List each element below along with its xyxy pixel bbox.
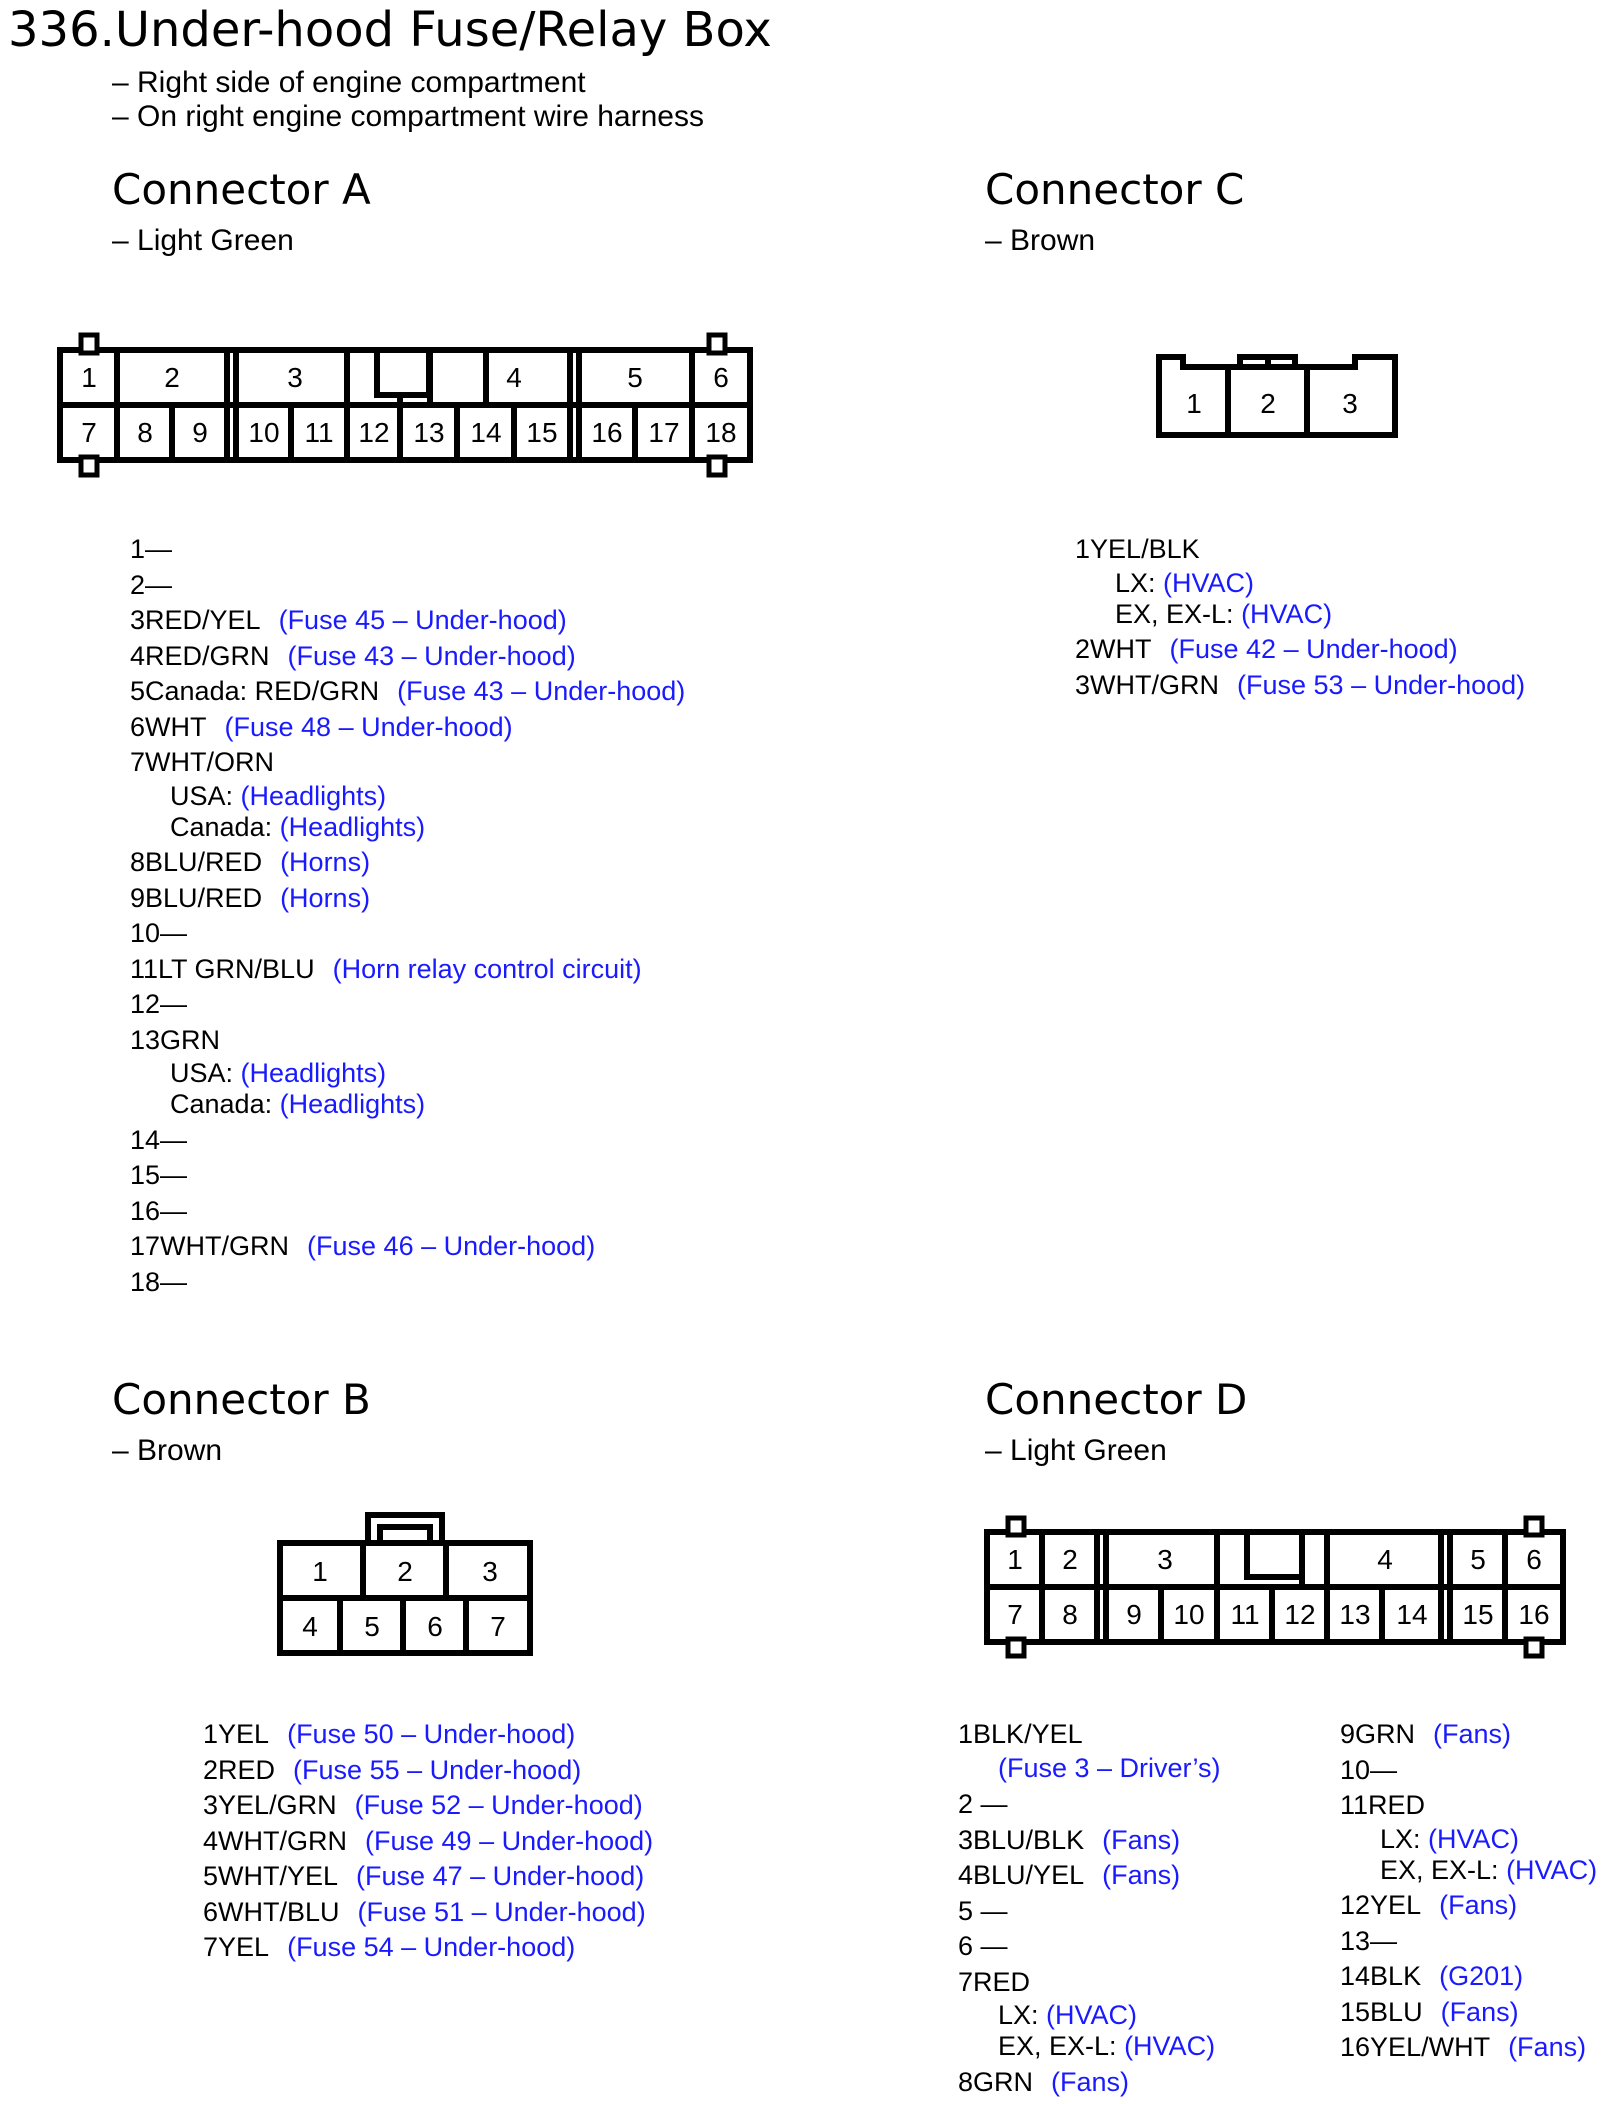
pin-wire-color: BLK [1370, 1961, 1422, 1991]
pin-row [1340, 1753, 1597, 1789]
pin-row [203, 1824, 653, 1860]
pin-circuit-link[interactable]: (Headlights) [279, 811, 426, 842]
pin-wire-color: RED [973, 1966, 1031, 1997]
connector-b-color: – Brown [112, 1434, 223, 1467]
pin-row [1075, 632, 1525, 668]
cavity-label: 18 [705, 417, 737, 448]
pin-wire-color: RED [1368, 1790, 1426, 1820]
connector-c-color: – Brown [985, 224, 1096, 257]
connector-c-title: Connector C [985, 165, 1245, 214]
pin-wire-color: YEL/BLK [1090, 534, 1200, 564]
pin-variant-line [130, 812, 685, 843]
pin-number: 11 [130, 953, 159, 984]
pin-circuit-link[interactable]: (Horns) [280, 882, 371, 913]
variant-label: USA: [170, 780, 234, 811]
cavity-label: 14 [1396, 1599, 1428, 1630]
pin-wire-color: WHT [1090, 634, 1152, 664]
pin-wire-color: YEL/GRN [218, 1790, 337, 1820]
pin-number: 2 [130, 569, 146, 600]
pin-row [1075, 668, 1525, 704]
cavity-label: 5 [1470, 1544, 1486, 1575]
pin-circuit-link[interactable]: (Fans) [1439, 1890, 1518, 1920]
pin-variant-line [958, 2000, 1221, 2031]
pin-row [1340, 1995, 1597, 2031]
pin-number: 3 [958, 1824, 974, 1855]
connector-c-diagram [1150, 345, 1410, 450]
pin-number: 7 [958, 1966, 974, 1997]
pin-circuit-link[interactable]: (Fuse 43 – Under-hood) [397, 676, 686, 706]
connector-b-title: Connector B [112, 1375, 371, 1424]
connector-a-color: – Light Green [112, 224, 294, 257]
pin-circuit-link[interactable]: (HVAC) [1163, 567, 1255, 598]
pin-number: 6 [130, 711, 146, 742]
pin-wire-color: YEL [218, 1932, 270, 1962]
pin-row [130, 603, 685, 639]
pin-wire-color: WHT/ORN [145, 747, 275, 777]
pin-variant-line [1340, 1824, 1597, 1855]
pin-number: 4 [203, 1825, 219, 1856]
cavity-label: 6 [713, 362, 729, 393]
cavity-label: 7 [490, 1611, 506, 1642]
variant-label: EX, EX-L: [1115, 598, 1234, 629]
pin-wire-color: GRN [973, 2066, 1034, 2097]
variant-label: USA: [170, 1058, 234, 1088]
connector-a-diagram [50, 325, 760, 490]
pin-wire-color: — [1370, 1925, 1398, 1956]
connector-d-pin-list-left [958, 1717, 1221, 2100]
pin-wire-color: — [1370, 1754, 1398, 1785]
pin-wire-color: YEL [218, 1719, 270, 1749]
pin-row [958, 1717, 1221, 1787]
pin-row [130, 568, 685, 604]
pin-circuit-link[interactable]: (Fuse 54 – Under-hood) [287, 1932, 576, 1962]
variant-label: EX, EX-L: [1380, 1854, 1499, 1885]
cavity-label: 11 [1230, 1599, 1260, 1630]
cavity-label: 4 [1377, 1544, 1393, 1575]
pin-row [130, 1023, 685, 1123]
connector-b-pin-list [203, 1717, 653, 1966]
pin-circuit-link[interactable]: (Fans) [1102, 1860, 1181, 1890]
pin-wire-color: Canada: RED/GRN [145, 676, 380, 706]
cavity-label: 13 [413, 417, 445, 448]
pin-number: 9 [130, 882, 146, 913]
pin-number: 13 [130, 1024, 161, 1055]
pin-circuit-link[interactable]: (Fuse 51 – Under-hood) [357, 1896, 646, 1927]
pin-number: 9 [1340, 1719, 1356, 1749]
pin-number: 14 [1340, 1961, 1371, 1991]
pin-row [130, 674, 685, 710]
location-line-2: – On right engine compartment wire harness [112, 100, 704, 133]
connector-d-title: Connector D [985, 1375, 1248, 1424]
pin-number: 2 [1075, 634, 1091, 664]
cavity-label: 10 [1173, 1599, 1205, 1630]
cavity-label: 15 [1462, 1599, 1494, 1630]
cavity-label: 4 [506, 362, 522, 393]
pin-row [130, 845, 685, 881]
pin-wire-color: RED/YEL [145, 605, 261, 635]
pin-wire-color: WHT/BLU [218, 1896, 340, 1927]
pin-row [130, 710, 685, 746]
pin-number: 12 [1340, 1890, 1371, 1920]
pin-circuit-link[interactable]: (HVAC) [1241, 598, 1333, 629]
cavity-label: 12 [358, 417, 390, 448]
pin-wire-color: BLU/RED [145, 847, 263, 877]
pin-row [203, 1930, 653, 1966]
pin-number: 4 [958, 1860, 974, 1890]
cavity-label: 16 [591, 417, 623, 448]
pin-row [130, 639, 685, 675]
cavity-label: 2 [1260, 388, 1276, 419]
pin-circuit-link[interactable]: (Horns) [280, 847, 371, 877]
pin-row [1340, 2030, 1597, 2066]
cavity-label: 3 [1157, 1544, 1173, 1575]
pin-wire-color: — [145, 534, 173, 564]
cavity-label: 9 [1126, 1599, 1142, 1630]
pin-circuit-link[interactable]: (Fuse 53 – Under-hood) [1237, 669, 1526, 700]
pin-number: 16 [130, 1195, 161, 1226]
cavity-label: 4 [302, 1611, 318, 1642]
cavity-label: 1 [1186, 388, 1202, 419]
pin-variant-line [130, 1058, 685, 1089]
pin-wire-color: — [160, 918, 188, 948]
cavity-label: 2 [164, 362, 180, 393]
pin-row [1340, 1717, 1597, 1753]
pin-number: 4 [130, 640, 146, 671]
pin-wire-color: RED/GRN [145, 640, 270, 671]
pin-number: 1 [130, 534, 146, 564]
pin-wire-color: BLU [1370, 1996, 1423, 2027]
pin-wire-color: LT GRN/BLU [158, 953, 315, 984]
pin-row [1340, 1788, 1597, 1888]
pin-number: 14 [130, 1124, 161, 1155]
page-title: 336.Under-hood Fuse/Relay Box [8, 2, 772, 58]
pin-wire-color: BLK/YEL [973, 1719, 1083, 1749]
pin-wire-color: BLU/YEL [973, 1860, 1085, 1890]
pin-circuit-link[interactable]: (Fuse 45 – Under-hood) [278, 605, 567, 635]
cavity-label: 14 [470, 417, 502, 448]
pin-variant-line [130, 1089, 685, 1120]
pin-wire-color: BLU/BLK [973, 1824, 1085, 1855]
pin-circuit-link[interactable]: (Fuse 3 – Driver’s) [998, 1752, 1221, 1783]
cavity-label: 13 [1339, 1599, 1371, 1630]
pin-number: 12 [130, 989, 161, 1019]
location-line-1: – Right side of engine compartment [112, 66, 586, 99]
connector-d-pin-list-right [1340, 1717, 1597, 2066]
pin-circuit-link[interactable]: (Fuse 42 – Under-hood) [1169, 634, 1458, 664]
pin-circuit-link[interactable]: (G201) [1439, 1961, 1524, 1991]
connector-d-diagram [975, 1510, 1575, 1675]
cavity-label: 1 [1007, 1544, 1023, 1575]
pin-circuit-link[interactable]: (Fans) [1440, 1996, 1519, 2027]
cavity-label: 1 [81, 362, 97, 393]
pin-wire-color: YEL/WHT [1370, 2032, 1491, 2062]
pin-number: 6 [203, 1896, 219, 1927]
cavity-label: 10 [248, 417, 280, 448]
pin-wire-color: — [973, 1895, 1008, 1926]
pin-circuit-link[interactable]: (HVAC) [1506, 1854, 1598, 1885]
pin-row [1340, 1924, 1597, 1960]
pin-number: 1 [203, 1719, 219, 1749]
cavity-label: 17 [648, 417, 680, 448]
pin-circuit-link[interactable]: (Fuse 43 – Under-hood) [287, 640, 576, 671]
pin-row [130, 1194, 685, 1230]
pin-number: 10 [130, 918, 161, 948]
pin-number: 2 [203, 1754, 219, 1785]
pin-circuit-link[interactable]: (Headlights) [279, 1089, 426, 1119]
pin-circuit-link[interactable]: (Fuse 48 – Under-hood) [224, 711, 513, 742]
pin-number: 17 [130, 1231, 161, 1261]
pin-number: 8 [130, 847, 146, 877]
pin-row [130, 1229, 685, 1265]
pin-variant-line [130, 781, 685, 812]
cavity-label: 1 [312, 1556, 328, 1587]
pin-row [130, 1123, 685, 1159]
variant-label: Canada: [170, 1089, 273, 1119]
pin-circuit-link[interactable]: (Fuse 49 – Under-hood) [365, 1825, 654, 1856]
pin-row [130, 1158, 685, 1194]
pin-variant-line [958, 2031, 1221, 2062]
pin-row [958, 1787, 1221, 1823]
pin-wire-color: WHT/YEL [218, 1861, 339, 1891]
pin-circuit-link[interactable]: (Fuse 52 – Under-hood) [354, 1790, 643, 1820]
connector-c-pin-list [1075, 532, 1525, 703]
cavity-label: 16 [1518, 1599, 1550, 1630]
pin-circuit-link[interactable]: (Fuse 46 – Under-hood) [307, 1231, 596, 1261]
pin-variant-line [1075, 568, 1525, 599]
pin-wire-color: — [160, 1160, 188, 1190]
pin-number: 7 [130, 747, 146, 777]
pin-row [958, 1858, 1221, 1894]
pin-number: 16 [1340, 2032, 1371, 2062]
cavity-label: 15 [526, 417, 558, 448]
pin-row [130, 881, 685, 917]
pin-row [130, 745, 685, 845]
pin-circuit-link[interactable]: (HVAC) [1046, 2000, 1138, 2030]
pin-circuit-link[interactable]: (Fuse 55 – Under-hood) [293, 1754, 582, 1785]
pin-circuit-link[interactable]: (Fuse 50 – Under-hood) [287, 1719, 576, 1749]
pin-wire-color: WHT/GRN [218, 1825, 348, 1856]
pin-row [1340, 1888, 1597, 1924]
pin-wire-color: WHT [145, 711, 207, 742]
variant-label: Canada: [170, 811, 273, 842]
pin-number: 5 [130, 676, 146, 706]
pin-variant-line [958, 1753, 1221, 1784]
pin-row [130, 952, 685, 988]
pin-circuit-link[interactable]: (Fans) [1433, 1719, 1512, 1749]
pin-number: 10 [1340, 1754, 1371, 1785]
pin-number: 5 [203, 1861, 219, 1891]
pin-wire-color: GRN [1355, 1719, 1416, 1749]
connector-a-title: Connector A [112, 165, 371, 214]
cavity-label: 2 [397, 1556, 413, 1587]
cavity-label: 8 [137, 417, 153, 448]
pin-number: 5 [958, 1895, 974, 1926]
pin-number: 13 [1340, 1925, 1371, 1956]
pin-number: 15 [1340, 1996, 1371, 2027]
pin-number: 8 [958, 2066, 974, 2097]
pin-wire-color: YEL [1370, 1890, 1422, 1920]
pin-row [958, 2065, 1221, 2101]
pin-circuit-link[interactable]: (Fans) [1508, 2032, 1587, 2062]
pin-number: 1 [1075, 534, 1091, 564]
pin-number: 3 [1075, 669, 1091, 700]
variant-label: EX, EX-L: [998, 2031, 1117, 2061]
pin-wire-color: WHT/GRN [1090, 669, 1220, 700]
pin-number: 18 [130, 1266, 161, 1297]
pin-number: 3 [203, 1790, 219, 1820]
pin-circuit-link[interactable]: (Fuse 47 – Under-hood) [356, 1861, 645, 1891]
pin-row [130, 916, 685, 952]
cavity-label: 9 [192, 417, 208, 448]
cavity-label: 3 [482, 1556, 498, 1587]
pin-wire-color: BLU/RED [145, 882, 263, 913]
pin-variant-line [1075, 599, 1525, 630]
connector-d-color: – Light Green [985, 1434, 1167, 1467]
cavity-label: 6 [427, 1611, 443, 1642]
pin-wire-color: — [160, 1124, 188, 1155]
pin-circuit-link[interactable]: (Headlights) [240, 1058, 387, 1088]
cavity-label: 7 [81, 417, 97, 448]
pin-number: 6 [958, 1931, 974, 1961]
pin-wire-color: — [973, 1931, 1008, 1961]
pin-row [130, 987, 685, 1023]
pin-row [130, 532, 685, 568]
pin-wire-color: — [160, 989, 188, 1019]
pin-row [130, 1265, 685, 1301]
variant-label: LX: [1380, 1823, 1421, 1854]
pin-row [1075, 532, 1525, 632]
pin-number: 1 [958, 1719, 974, 1749]
pin-row [1340, 1959, 1597, 1995]
connector-a-pin-list [130, 532, 685, 1300]
cavity-label: 3 [287, 362, 303, 393]
pin-number: 7 [203, 1932, 219, 1962]
pin-row [203, 1788, 653, 1824]
pin-wire-color: — [160, 1266, 188, 1297]
pin-wire-color: — [973, 1789, 1008, 1819]
cavity-label: 6 [1526, 1544, 1542, 1575]
pin-wire-color: WHT/GRN [160, 1231, 290, 1261]
cavity-label: 3 [1342, 388, 1358, 419]
pin-circuit-link[interactable]: (Fans) [1102, 1824, 1181, 1855]
pin-number: 11 [1340, 1790, 1369, 1820]
pin-wire-color: — [160, 1195, 188, 1226]
connector-b-diagram [270, 1505, 540, 1670]
pin-wire-color: — [145, 569, 173, 600]
pin-number: 3 [130, 605, 146, 635]
pin-circuit-link[interactable]: (HVAC) [1428, 1823, 1520, 1854]
variant-label: LX: [1115, 567, 1156, 598]
pin-wire-color: RED [218, 1754, 276, 1785]
variant-label: LX: [998, 2000, 1039, 2030]
pin-row [958, 1823, 1221, 1859]
cavity-label: 8 [1062, 1599, 1078, 1630]
pin-row [958, 1894, 1221, 1930]
cavity-label: 7 [1007, 1599, 1023, 1630]
pin-row [203, 1717, 653, 1753]
pin-wire-color: GRN [160, 1024, 221, 1055]
pin-number: 2 [958, 1789, 974, 1819]
cavity-label: 12 [1284, 1599, 1316, 1630]
pin-row [203, 1895, 653, 1931]
pin-row [958, 1929, 1221, 1965]
cavity-label: 5 [364, 1611, 380, 1642]
pin-variant-line [1340, 1855, 1597, 1886]
pin-circuit-link[interactable]: (HVAC) [1124, 2031, 1216, 2061]
cavity-label: 11 [304, 417, 334, 448]
pin-row [203, 1859, 653, 1895]
pin-row [958, 1965, 1221, 2065]
cavity-label: 5 [627, 362, 643, 393]
cavity-label: 2 [1062, 1544, 1078, 1575]
pin-row [203, 1753, 653, 1789]
pin-circuit-link[interactable]: (Headlights) [240, 780, 387, 811]
pin-circuit-link[interactable]: (Fans) [1051, 2066, 1130, 2097]
pin-number: 15 [130, 1160, 161, 1190]
pin-circuit-link[interactable]: (Horn relay control circuit) [332, 953, 642, 984]
